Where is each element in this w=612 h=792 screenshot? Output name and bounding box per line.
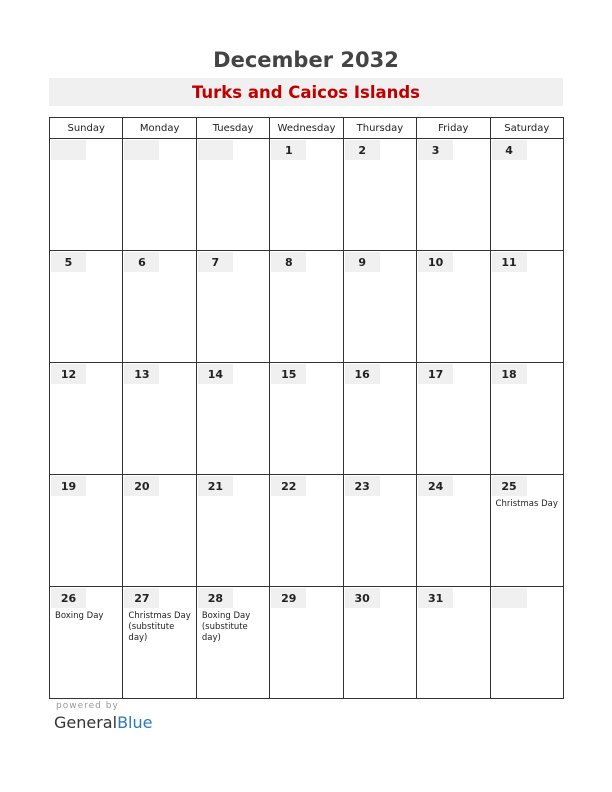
day-cell: [490, 251, 563, 363]
holiday-label: [50, 160, 122, 163]
holiday-label: [270, 384, 342, 387]
holiday-label: [491, 608, 563, 611]
day-number: 21: [198, 476, 233, 496]
holiday-label: [491, 272, 563, 275]
day-cell: [123, 139, 196, 251]
day-number: 6: [124, 252, 159, 272]
holiday-label: [123, 384, 195, 387]
day-number: 8: [271, 252, 306, 272]
holiday-label: [344, 160, 416, 163]
day-number: 12: [51, 364, 86, 384]
day-number: [124, 140, 159, 160]
day-number: 19: [51, 476, 86, 496]
day-number: 2: [345, 140, 380, 160]
holiday-label: [50, 272, 122, 275]
holiday-label: [491, 384, 563, 387]
holiday-label: [417, 608, 489, 611]
day-number: [51, 140, 86, 160]
day-cell: [270, 475, 343, 587]
holiday-label: [50, 384, 122, 387]
day-cell: [196, 363, 269, 475]
day-number: 26: [51, 588, 86, 608]
day-cell: [417, 139, 490, 251]
day-cell: [50, 363, 123, 475]
day-cell: [50, 475, 123, 587]
weekday-wednesday: Wednesday: [270, 118, 343, 139]
day-number: 30: [345, 588, 380, 608]
weekday-friday: Friday: [417, 118, 490, 139]
day-number: 9: [345, 252, 380, 272]
weekday-thursday: Thursday: [343, 118, 416, 139]
holiday-label: [123, 496, 195, 499]
day-cell: [490, 363, 563, 475]
week-row: [50, 251, 564, 363]
holiday-label: [123, 160, 195, 163]
day-cell: [270, 587, 343, 699]
day-cell: [490, 475, 563, 587]
holiday-label: [491, 160, 563, 163]
holiday-label: [417, 384, 489, 387]
day-cell: [50, 251, 123, 363]
day-cell: [123, 251, 196, 363]
holiday-label: [417, 160, 489, 163]
weekday-sunday: Sunday: [50, 118, 123, 139]
day-number: 4: [492, 140, 527, 160]
holiday-label: [344, 384, 416, 387]
day-cell: [123, 363, 196, 475]
day-cell: [343, 587, 416, 699]
day-cell: [196, 139, 269, 251]
holiday-label: Christmas Day: [495, 499, 558, 509]
day-cell: [196, 251, 269, 363]
day-cell: [343, 363, 416, 475]
week-row: [50, 475, 564, 587]
week-row: [50, 587, 564, 699]
country-banner: [49, 78, 563, 106]
calendar-grid: [49, 117, 564, 699]
holiday-label: [123, 272, 195, 275]
day-number: 11: [492, 252, 527, 272]
day-number: 15: [271, 364, 306, 384]
holiday-label: [50, 496, 122, 499]
day-cell: [270, 139, 343, 251]
week-row: [50, 139, 564, 251]
day-number: [198, 140, 233, 160]
weekday-monday: Monday: [123, 118, 196, 139]
day-cell: [270, 251, 343, 363]
day-number: 13: [124, 364, 159, 384]
day-cell: [490, 587, 563, 699]
day-number: 17: [418, 364, 453, 384]
day-cell: [270, 363, 343, 475]
holiday-label: [344, 608, 416, 611]
day-cell: [50, 139, 123, 251]
day-number: 5: [51, 252, 86, 272]
powered-by-label: powered by: [56, 701, 119, 711]
day-number: 27: [124, 588, 159, 608]
brand-logo: [54, 713, 152, 732]
day-cell: [123, 475, 196, 587]
day-number: 7: [198, 252, 233, 272]
day-number: 24: [418, 476, 453, 496]
day-cell: [343, 139, 416, 251]
holiday-label: Christmas Day (substitute day): [128, 611, 191, 643]
day-cell: [417, 251, 490, 363]
holiday-label: [417, 272, 489, 275]
holiday-label: [270, 496, 342, 499]
day-cell: [123, 587, 196, 699]
day-number: 28: [198, 588, 233, 608]
holiday-label: [344, 496, 416, 499]
day-cell: [196, 587, 269, 699]
day-cell: [417, 363, 490, 475]
holiday-label: Boxing Day (substitute day): [201, 611, 251, 643]
holiday-label: [270, 272, 342, 275]
holiday-label: [417, 496, 489, 499]
calendar-title: December 2032: [213, 48, 399, 72]
day-number: 16: [345, 364, 380, 384]
day-number: 3: [418, 140, 453, 160]
brand-logo-part1: General: [54, 713, 118, 732]
day-cell: [50, 587, 123, 699]
weekday-header-row: [50, 118, 564, 139]
day-number: 22: [271, 476, 306, 496]
holiday-label: [197, 160, 269, 163]
day-number: 25: [492, 476, 527, 496]
day-cell: [490, 139, 563, 251]
brand-logo-part2: Blue: [117, 713, 153, 732]
holiday-label: [197, 384, 269, 387]
country-name: Turks and Caicos Islands: [191, 83, 420, 102]
weekday-saturday: Saturday: [490, 118, 563, 139]
day-number: 10: [418, 252, 453, 272]
holiday-label: [270, 160, 342, 163]
day-number: 20: [124, 476, 159, 496]
day-cell: [343, 475, 416, 587]
day-number: 31: [418, 588, 453, 608]
day-number: 18: [492, 364, 527, 384]
holiday-label: [197, 496, 269, 499]
holiday-label: [270, 608, 342, 611]
holiday-label: [197, 272, 269, 275]
holiday-label: Boxing Day: [55, 611, 104, 621]
day-cell: [196, 475, 269, 587]
day-number: [492, 588, 527, 608]
day-number: 1: [271, 140, 306, 160]
holiday-label: [344, 272, 416, 275]
day-cell: [343, 251, 416, 363]
day-cell: [417, 587, 490, 699]
week-row: [50, 363, 564, 475]
day-cell: [417, 475, 490, 587]
day-number: 29: [271, 588, 306, 608]
day-number: 23: [345, 476, 380, 496]
day-number: 14: [198, 364, 233, 384]
weekday-tuesday: Tuesday: [196, 118, 269, 139]
